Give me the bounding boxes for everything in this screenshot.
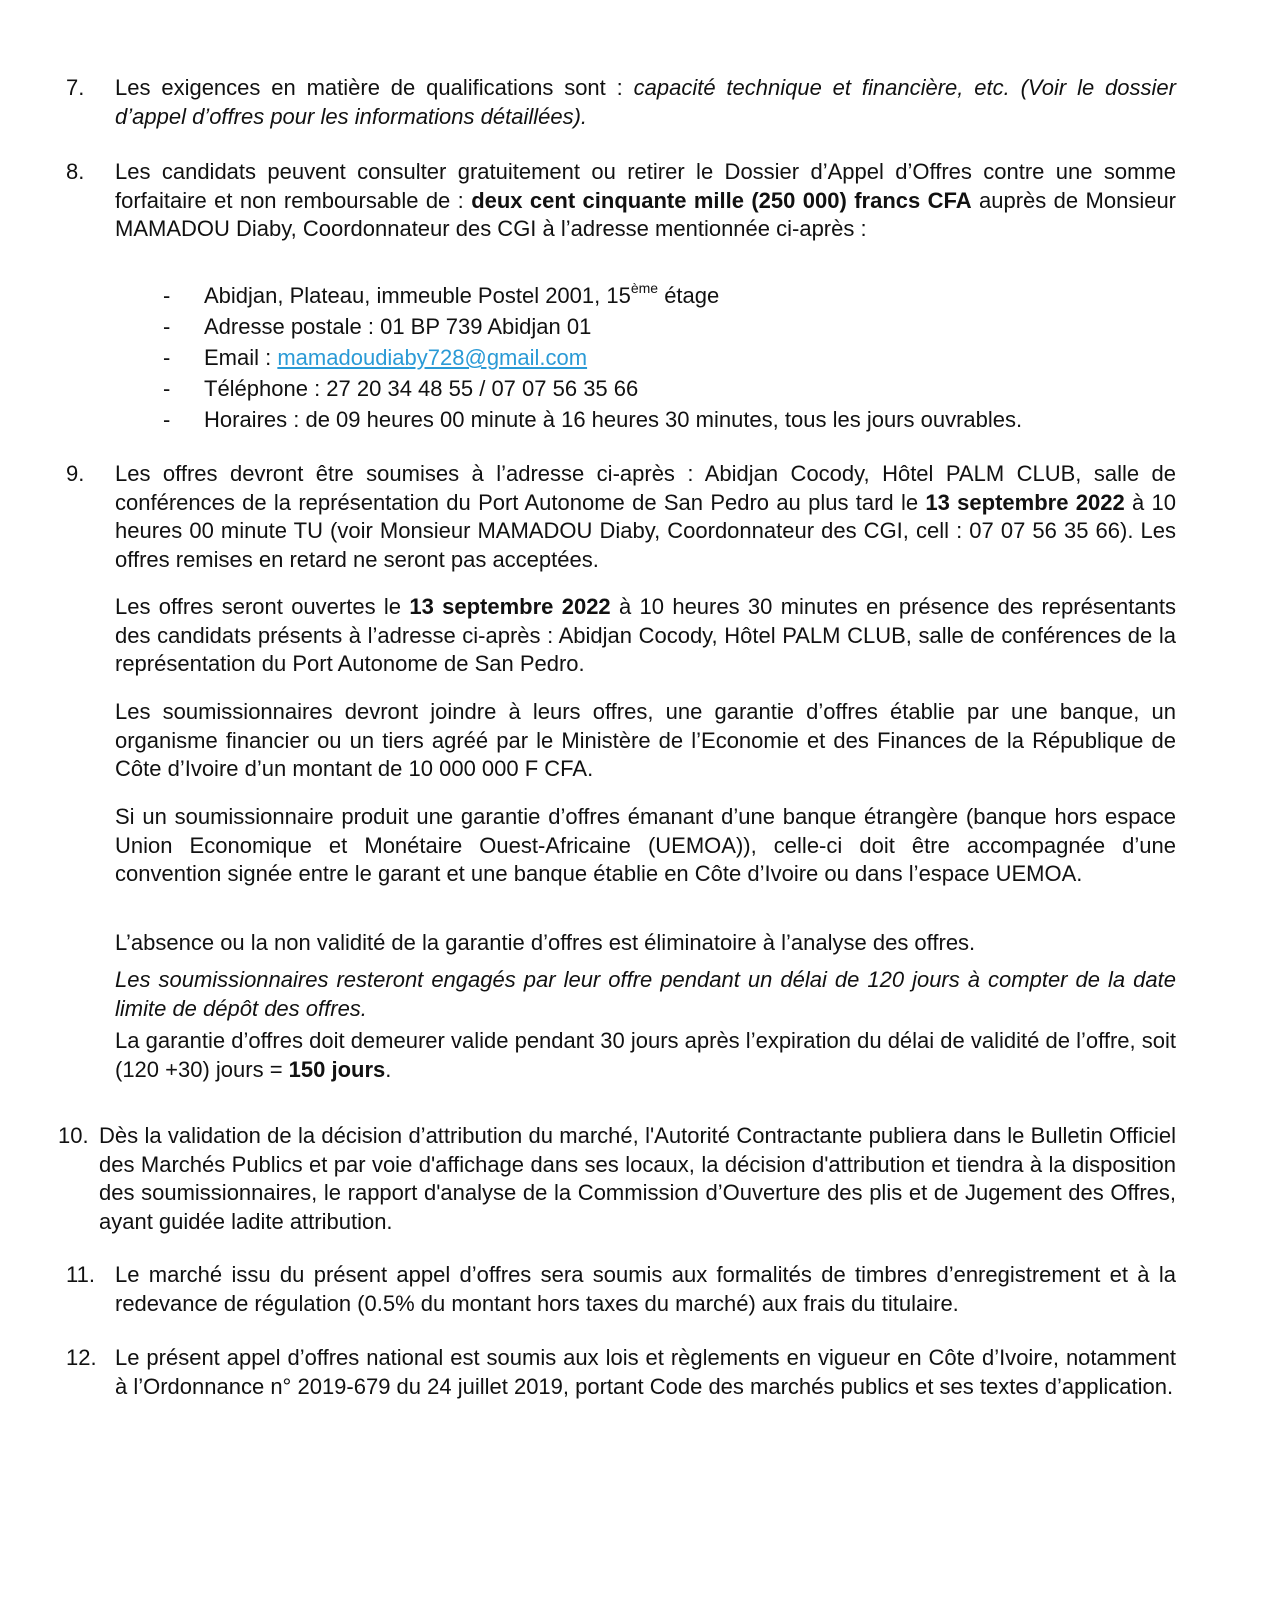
item-text-part: auprès de Monsieur MAMADOU Diaby, Coordonnateur des CGI à l’adresse mentionnée ci-après :	[115, 187, 1177, 241]
bullet-phone	[0, 373, 1265, 405]
item-text-bold: 13 septembre 2022	[409, 594, 611, 619]
item-text-part: Les offres seront ouvertes le	[115, 594, 410, 619]
item-number: 9.	[66, 461, 85, 486]
item-paragraph-7	[115, 1027, 1176, 1084]
item-text-part: à 10 heures 30 minutes en présence des représentants des candidats présents à l’adresse ci-après : Abidjan Cocody, Hôtel PALM CLUB, salle de conférences de la représentation du Port Autonome de San Pedro.	[115, 594, 1176, 676]
item-paragraph-2	[115, 593, 1176, 679]
item-text	[115, 1261, 1176, 1318]
item-text-part: à 10 heures 00 minute TU (voir Monsieur MAMADOU Diaby, Coordonnateur des CGI, cell : 07 07 56 35 66). Les offres remises en retard ne seront pas acceptées.	[115, 489, 1176, 572]
item-text-part: Les offres devront être soumises à l’adresse ci-après : Abidjan Cocody, Hôtel PALM CLUB, salle de conférences de la représentation du Port Autonome de San Pedro au plus tard le	[115, 461, 1176, 515]
bullet-dash: -	[163, 314, 171, 339]
item-text-part: Les candidats peuvent consulter gratuitement ou retirer le Dossier d’Appel d’Offres contre une somme forfaitaire et non remboursable de :	[115, 159, 1176, 213]
item-text-italic: capacité technique et financière, etc. (Voir le dossier d’appel d’offres pour les informations détaillées).	[115, 75, 1176, 129]
email-link[interactable]: mamadoudiaby728@gmail.com	[277, 345, 588, 370]
bullet-text: Adresse postale : 01 BP 739 Abidjan 01	[204, 314, 592, 339]
item-paragraph-6	[115, 966, 1176, 1023]
item-number: 12.	[66, 1345, 97, 1370]
item-text-bold: 150 jours	[288, 1056, 386, 1082]
superscript: ème	[630, 279, 659, 296]
paragraph-text: Si un soumissionnaire produit une garantie d’offres émanant d’une banque étrangère (banque hors espace Union Economique et Monétaire Ouest-Africaine (UEMOA)), celle-ci doit être accompagnée d’une convention signée entre le garant et une banque établie en Côte d’Ivoire ou dans l’espace UEMOA.	[115, 804, 1176, 886]
item-paragraph-1	[115, 460, 1176, 574]
item-text-bold: 13 septembre 2022	[925, 489, 1125, 515]
bullet-text: Abidjan, Plateau, immeuble Postel 2001, 15	[204, 283, 631, 308]
item-text-part: .	[385, 1056, 392, 1082]
bullet-text: étage	[658, 283, 720, 308]
bullet-address	[0, 280, 1265, 312]
paragraph-text: Dès la validation de la décision d’attribution du marché, l'Autorité Contractante publiera dans le Bulletin Officiel des Marchés Publics et par voie d'affichage dans ses locaux, la décision d'attribution et tiendra à la disposition des soumissionnaires, le rapport d'analyse de la Commission d’Ouverture des plis et de Jugement des Offres, ayant guidée ladite attribution.	[99, 1123, 1176, 1234]
paragraph-text: L’absence ou la non validité de la garantie d’offres est éliminatoire à l’analyse des offres.	[115, 930, 976, 955]
item-text	[115, 74, 1176, 131]
paragraph-text-italic: Les soumissionnaires resteront engagés par leur offre pendant un délai de 120 jours à compter de la date limite de dépôt des offres.	[115, 967, 1176, 1021]
bullet-hours	[0, 404, 1265, 436]
bullet-dash: -	[163, 345, 171, 370]
bullet-dash: -	[163, 283, 171, 308]
item-text-plain: Les exigences en matière de qualifications sont :	[115, 75, 634, 100]
bullet-text: Téléphone : 27 20 34 48 55 / 07 07 56 35 66	[204, 376, 639, 401]
bullet-dash: -	[163, 407, 171, 432]
bullet-postal	[0, 311, 1265, 343]
item-number: 8.	[66, 159, 85, 184]
paragraph-text: Le présent appel d’offres national est soumis aux lois et règlements en vigueur en Côte d’Ivoire, notamment à l’Ordonnance n° 2019-679 du 24 juillet 2019, portant Code des marchés publics et ses textes d’application.	[115, 1345, 1176, 1399]
item-paragraph-5	[115, 929, 1176, 958]
bullet-email	[0, 342, 1265, 374]
paragraph-text: Les soumissionnaires devront joindre à leurs offres, une garantie d’offres établie par une banque, un organisme financier ou un tiers agréé par le Ministère de l’Economie et des Finances de la République de Côte d’Ivoire d’un montant de 10 000 000 F CFA.	[115, 699, 1176, 781]
bullet-text: Email :	[204, 345, 278, 370]
item-number: 11.	[66, 1262, 95, 1287]
item-number: 10.	[58, 1123, 89, 1148]
bullet-text: Horaires : de 09 heures 00 minute à 16 heures 30 minutes, tous les jours ouvrables.	[204, 407, 1023, 432]
item-text-part: La garantie d’offres doit demeurer valide pendant 30 jours après l’expiration du délai de validité de l’offre, soit (120 +30) jours =	[115, 1028, 1176, 1082]
item-text	[99, 1122, 1176, 1236]
item-number: 7.	[66, 75, 85, 100]
item-text	[115, 158, 1176, 244]
item-paragraph-4	[115, 803, 1176, 889]
item-text-bold: deux cent cinquante mille (250 000) francs CFA	[471, 187, 972, 213]
item-paragraph-3	[115, 698, 1176, 784]
bullet-dash: -	[163, 376, 171, 401]
item-text	[115, 1344, 1176, 1401]
paragraph-text: Le marché issu du présent appel d’offres sera soumis aux formalités de timbres d’enregistrement et à la redevance de régulation (0.5% du montant hors taxes du marché) aux frais du titulaire.	[115, 1262, 1176, 1316]
